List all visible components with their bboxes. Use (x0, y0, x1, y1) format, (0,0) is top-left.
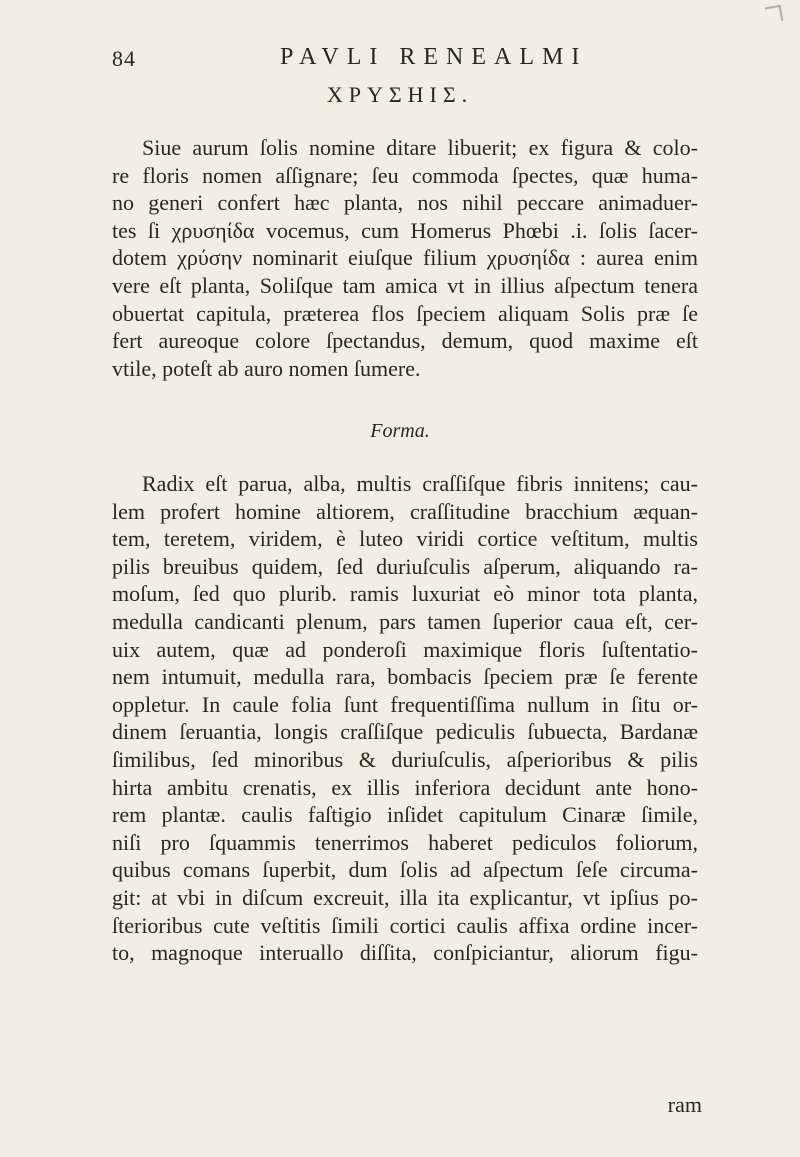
text-line: fert aureoque colore ſpectandus, demum, quod maxime eſt (112, 328, 698, 354)
text-line: oppletur. In caule folia ſunt frequentiſſima nullum in ſitu or- (112, 691, 698, 717)
paragraph-forma (112, 470, 698, 967)
text-line: nem intumuit, medulla rara, bombacis ſpeciem præ ſe ferente (112, 664, 698, 690)
text-line: pilis breuibus quidem, ſed duriuſculis aſperum, aliquando ra- (112, 553, 698, 579)
text-line: lem profert homine altiorem, craſſitudine bracchium æquan- (112, 498, 698, 524)
text-line: dotem χρύσην nominarit eiuſque filium χρυσηίδα : aurea enim (112, 245, 698, 271)
paragraph-intro (112, 134, 698, 382)
text-line: Radix eſt parua, alba, multis craſſiſque fibris innitens; cau- (142, 471, 698, 496)
section-title: ΧΡΥΣΗΙΣ. (326, 82, 474, 107)
running-head: PAVLI RENEALMI (280, 44, 588, 70)
text-line: git: at vbi in diſcum excreuit, illa ita explicantur, vt ipſius po- (112, 884, 698, 910)
text-line: Siue aurum ſolis nomine ditare libuerit; ex figura & colo- (142, 135, 698, 160)
text-line: re floris nomen aſſignare; ſeu commoda ſpectes, quæ huma- (112, 162, 698, 188)
page-header (112, 44, 702, 84)
text-line: vere eſt planta, Soliſque tam amica vt in illius aſpectum tenera (112, 272, 698, 298)
text-line: obuertat capitula, præterea flos ſpeciem aliquam Solis præ ſe (112, 300, 698, 326)
text-line: to, magnoque interuallo diſſita, conſpiciantur, aliorum figu- (112, 940, 698, 966)
text-line: dinem ſeruantia, longis craſſiſque pediculis ſubuecta, Bardanæ (112, 719, 698, 745)
text-line: vtile, poteſt ab auro nomen ſumere. (112, 355, 421, 381)
text-line: medulla candicanti plenum, pars tamen ſuperior caua eſt, cer- (112, 608, 698, 634)
text-line: hirta ambitu crenatis, ex illis inferiora decidunt ante hono- (112, 774, 698, 800)
catchword: ram (667, 1092, 702, 1117)
text-line: rem plantæ. caulis faſtigio inſidet capitulum Cinaræ ſimile, (112, 802, 698, 828)
text-line: ſterioribus cute veſtitis ſimili cortici caulis affixa ordine incer- (112, 912, 698, 938)
text-line: uix autem, quæ ad ponderoſi maximique floris ſuſtentatio- (112, 636, 698, 662)
text-line: no generi confert hæc planta, nos nihil peccare animaduer- (112, 190, 698, 216)
text-line: niſi pro ſquammis tenerrimos haberet pediculos foliorum, (112, 829, 698, 855)
text-line: ſimilibus, ſed minoribus & duriuſculis, aſperioribus & pilis (112, 746, 698, 772)
text-line: tes ſi χρυσηίδα vocemus, cum Homerus Phœbi .i. ſolis ſacer- (112, 217, 698, 243)
subheading-forma: Forma. (370, 420, 430, 442)
page-number: 84 (112, 46, 136, 71)
corner-fold-mark (765, 5, 784, 24)
text-line: quibus comans ſuperbit, dum ſolis ad aſpectum ſeſe circuma- (112, 857, 698, 883)
text-line: tem, teretem, viridem, è luteo viridi cortice veſtitum, multis (112, 526, 698, 552)
text-line: moſum, ſed quo plurib. ramis luxuriat eò minor tota planta, (112, 581, 698, 607)
